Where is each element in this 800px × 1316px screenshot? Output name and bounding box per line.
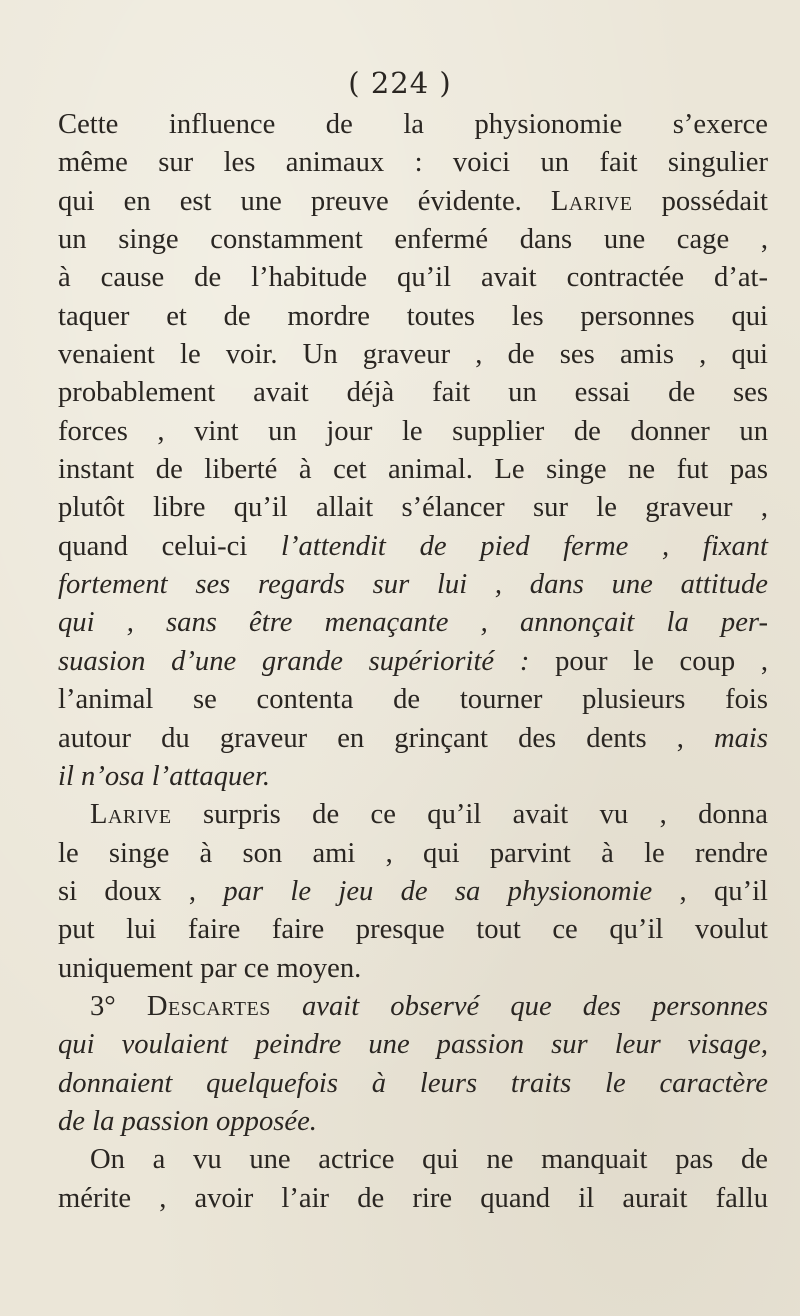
text-segment: même sur les animaux : voici un fait singulier [58, 147, 768, 179]
text-segment: put lui faire faire presque tout ce qu’il voulut [58, 914, 768, 946]
small-caps-name: Larive [90, 799, 172, 831]
text-line [58, 413, 768, 451]
text-line [58, 950, 768, 988]
text-segment: qui en est une preuve évidente. [58, 185, 551, 217]
italic-text: il n’osa l’attaquer. [58, 760, 271, 792]
small-caps-name: Larive [550, 185, 633, 217]
text-line [58, 336, 768, 374]
text-segment: plutôt libre qu’il allait s’élancer sur le graveur , [58, 492, 768, 524]
italic-text: mais [713, 722, 768, 754]
text-line [58, 183, 768, 221]
text-line [58, 528, 768, 566]
text-segment: à cause de l’habitude qu’il avait contractée d’at- [58, 262, 768, 294]
page-number: ( 224 ) [348, 66, 452, 100]
italic-text: suasion d’une grande supériorité : [58, 645, 530, 677]
italic-text: de la passion opposée. [58, 1105, 317, 1137]
text-line [58, 643, 768, 681]
text-segment: taquer et de mordre toutes les personnes qui [58, 300, 768, 332]
text-segment: possédait [632, 185, 768, 217]
text-segment: l’animal se contenta de tourner plusieurs fois [58, 684, 768, 716]
text-segment: un singe constamment enfermé dans une cage , [58, 224, 768, 256]
text-line [58, 796, 768, 834]
italic-text: l’attendit de pied ferme , fixant [281, 530, 768, 562]
text-segment: quand celui-ci [58, 530, 282, 562]
italic-text: donnaient quelquefois à leurs traits le caractère [58, 1067, 768, 1099]
text-line [58, 835, 768, 873]
text-segment: instant de liberté à cet animal. Le singe ne fut pas [58, 454, 768, 486]
text-line [58, 1180, 768, 1218]
text-segment: pour le coup , [529, 645, 768, 677]
text-segment: surpris de ce qu’il avait vu , donna [171, 799, 768, 831]
text-line [58, 681, 768, 719]
text-line [58, 489, 768, 527]
text-segment: forces , vint un jour le supplier de donner un [58, 415, 768, 447]
text-line [58, 873, 768, 911]
text-segment: On a vu une actrice qui ne manquait pas de [90, 1144, 768, 1176]
italic-text: avait observé que des personnes [270, 990, 768, 1022]
italic-text: fortement ses regards sur lui , dans une attitude [58, 569, 768, 601]
text-line [58, 604, 768, 642]
text-line [58, 758, 768, 796]
text-segment: probablement avait déjà fait un essai de ses [58, 377, 768, 409]
text-segment: mérite , avoir l’air de rire quand il aurait fallu [58, 1182, 768, 1214]
text-segment: venaient le voir. Un graveur , de ses amis , qui [58, 339, 768, 371]
text-segment: Cette influence de la physionomie s’exerce [58, 109, 768, 140]
text-line [58, 374, 768, 412]
text-line [58, 911, 768, 949]
text-segment: , qu’il [652, 875, 768, 907]
text-line [58, 451, 768, 489]
text-line [58, 1026, 768, 1064]
small-caps-name: Descartes [146, 990, 271, 1022]
text-line [58, 1065, 768, 1103]
text-line [58, 720, 768, 758]
text-segment: le singe à son ami , qui parvint à le rendre [58, 837, 768, 869]
text-segment: 3° [90, 990, 147, 1022]
text-line [58, 106, 768, 144]
text-segment: uniquement par ce moyen. [58, 952, 362, 984]
body-text [58, 106, 768, 1218]
text-line [58, 221, 768, 259]
italic-text: qui voulaient peindre une passion sur leur visage, [58, 1029, 768, 1061]
text-line [58, 1141, 768, 1179]
text-segment: si doux , [58, 875, 224, 907]
text-line [58, 566, 768, 604]
text-line [58, 144, 768, 182]
text-segment: autour du graveur en grinçant des dents , [58, 722, 714, 754]
text-line [58, 988, 768, 1026]
text-line [58, 1103, 768, 1141]
italic-text: qui , sans être menaçante , annonçait la per- [58, 607, 768, 639]
text-line [58, 259, 768, 297]
text-line [58, 298, 768, 336]
italic-text: par le jeu de sa physionomie [223, 875, 653, 907]
